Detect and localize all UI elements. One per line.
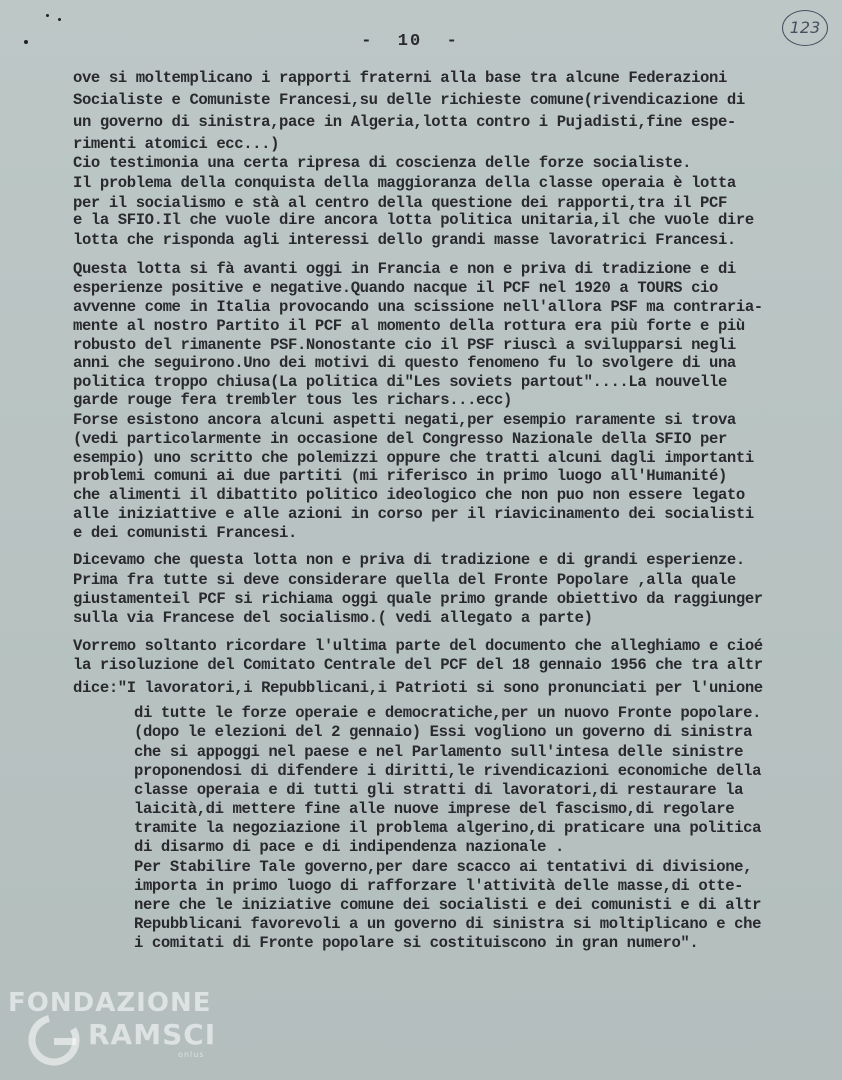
text-line: problemi comuni ai due partiti (mi riferisco in primo luogo all'Humanité) (73, 467, 727, 485)
quote-line: tramite la negoziazione il problema algerino,di praticare una politica (134, 819, 762, 837)
text-line: Questa lotta si fà avanti oggi in Francia e non e priva di tradizione e di (73, 260, 736, 278)
text-line: giustamenteil PCF si richiama oggi quale primo grande obiettivo da raggiunger (73, 590, 763, 608)
text-line: alle iniziattive e alle azioni in corso per il riavicinamento dei socialisti (73, 505, 754, 523)
text-line: robusto del rimanente PSF.Nonostante cio il PSF riuscì a svilupparsi negli (73, 336, 736, 354)
quote-line: che si appoggi nel paese e nel Parlamento sull'intesa delle sinistre (134, 743, 744, 761)
text-line: Dicevamo che questa lotta non e priva di tradizione e di grandi esperienze. (73, 551, 745, 569)
text-line: politica troppo chiusa(La politica di"Les soviets partout"....La nouvelle (73, 373, 727, 391)
text-line: Socialiste e Comuniste Francesi,su delle richieste comune(rivendicazione di (73, 91, 745, 109)
gramsci-g-logo-icon (26, 1012, 82, 1068)
quote-line: nere che le iniziative comune dei socialisti e dei comunisti e di altr (134, 896, 762, 914)
ink-mark (24, 40, 28, 44)
watermark-title: FONDAZIONE (8, 988, 212, 1018)
text-line: che alimenti il dibattito politico ideologico che non puo non essere legato (73, 486, 745, 504)
text-line: Vorremo soltanto ricordare l'ultima parte del documento che alleghiamo e cioé (73, 637, 763, 655)
text-line: garde rouge fera trembler tous les richars...ecc) (73, 391, 512, 409)
ink-mark (58, 18, 61, 21)
text-line: la risoluzione del Comitato Centrale del PCF del 18 gennaio 1956 che tra altr (73, 656, 763, 674)
text-line: un governo di sinistra,pace in Algeria,lotta contro i Pujadisti,fine espe- (73, 113, 736, 131)
text-line: anni che seguirono.Uno dei motivi di questo fenomeno fu lo svolgere di una (73, 354, 736, 372)
text-line: mente al nostro Partito il PCF al momento della rottura era più forte e più (73, 317, 745, 335)
ink-mark (46, 14, 49, 17)
quote-line: di tutte le forze operaie e democratiche,per un nuovo Fronte popolare. (134, 704, 762, 722)
text-line: ove si moltemplicano i rapporti fraterni alla base tra alcune Federazioni (73, 69, 727, 87)
quote-line: i comitati di Fronte popolare si costituiscono in gran numero". (134, 934, 699, 952)
text-line: esperienze positive e negative.Quando nacque il PCF nel 1920 a TOURS cio (73, 279, 718, 297)
text-line: e dei comunisti Francesi. (73, 524, 297, 542)
archive-number-stamp: 123 (782, 10, 828, 46)
quote-line: Per Stabilire Tale governo,per dare scacco ai tentativi di divisione, (134, 858, 753, 876)
text-line: Forse esistono ancora alcuni aspetti negati,per esempio raramente si trova (73, 411, 736, 429)
text-line: esempio) uno scritto che polemizzi oppure che tratti alcuni dagli importanti (73, 449, 754, 467)
quote-line: importa in primo luogo di rafforzare l'attività delle masse,di otte- (134, 877, 744, 895)
text-line: Prima fra tutte si deve considerare quella del Fronte Popolare ,alla quale (73, 571, 736, 589)
text-line: Il problema della conquista della maggioranza della classe operaia è lotta (73, 174, 736, 192)
text-line: rimenti atomici ecc...) (73, 135, 280, 153)
text-line: lotta che risponda agli interessi dello grandi masse lavoratrici Francesi. (73, 231, 736, 249)
quote-line: classe operaia e di tutti gli stratti di lavoratori,di restaurare la (134, 781, 744, 799)
quote-line: Repubblicani favorevoli a un governo di sinistra si moltiplicano e che (134, 915, 762, 933)
watermark-suffix: onlus (178, 1050, 205, 1059)
page-number: - 10 - (361, 32, 459, 51)
text-line: (vedi particolarmente in occasione del Congresso Nazionale della SFIO per (73, 430, 727, 448)
text-line: e la SFIO.Il che vuole dire ancora lotta politica unitaria,il che vuole dire (73, 211, 754, 229)
quote-line: (dopo le elezioni del 2 gennaio) Essi vogliono un governo di sinistra (134, 723, 753, 741)
quote-line: di disarmo di pace e di indipendenza nazionale . (134, 838, 564, 856)
text-line: avvenne come in Italia provocando una scissione nell'allora PSF ma contraria- (73, 298, 763, 316)
text-line: per il socialismo e stà al centro della questione dei rapporti,tra il PCF (73, 194, 727, 212)
text-line: Cio testimonia una certa ripresa di coscienza delle forze socialiste. (73, 154, 692, 172)
text-line: sulla via Francese del socialismo.( vedi allegato a parte) (73, 609, 593, 627)
quote-line: dice:"I lavoratori,i Repubblicani,i Patrioti si sono pronunciati per l'unione (73, 679, 763, 697)
quote-line: laicità,di mettere fine alle nuove imprese del fascismo,di regolare (134, 800, 735, 818)
quote-line: proponendosi di difendere i diritti,le rivendicazioni economiche della (134, 762, 762, 780)
fondazione-gramsci-watermark (8, 988, 238, 1073)
watermark-subtitle: RAMSCI (88, 1018, 217, 1051)
